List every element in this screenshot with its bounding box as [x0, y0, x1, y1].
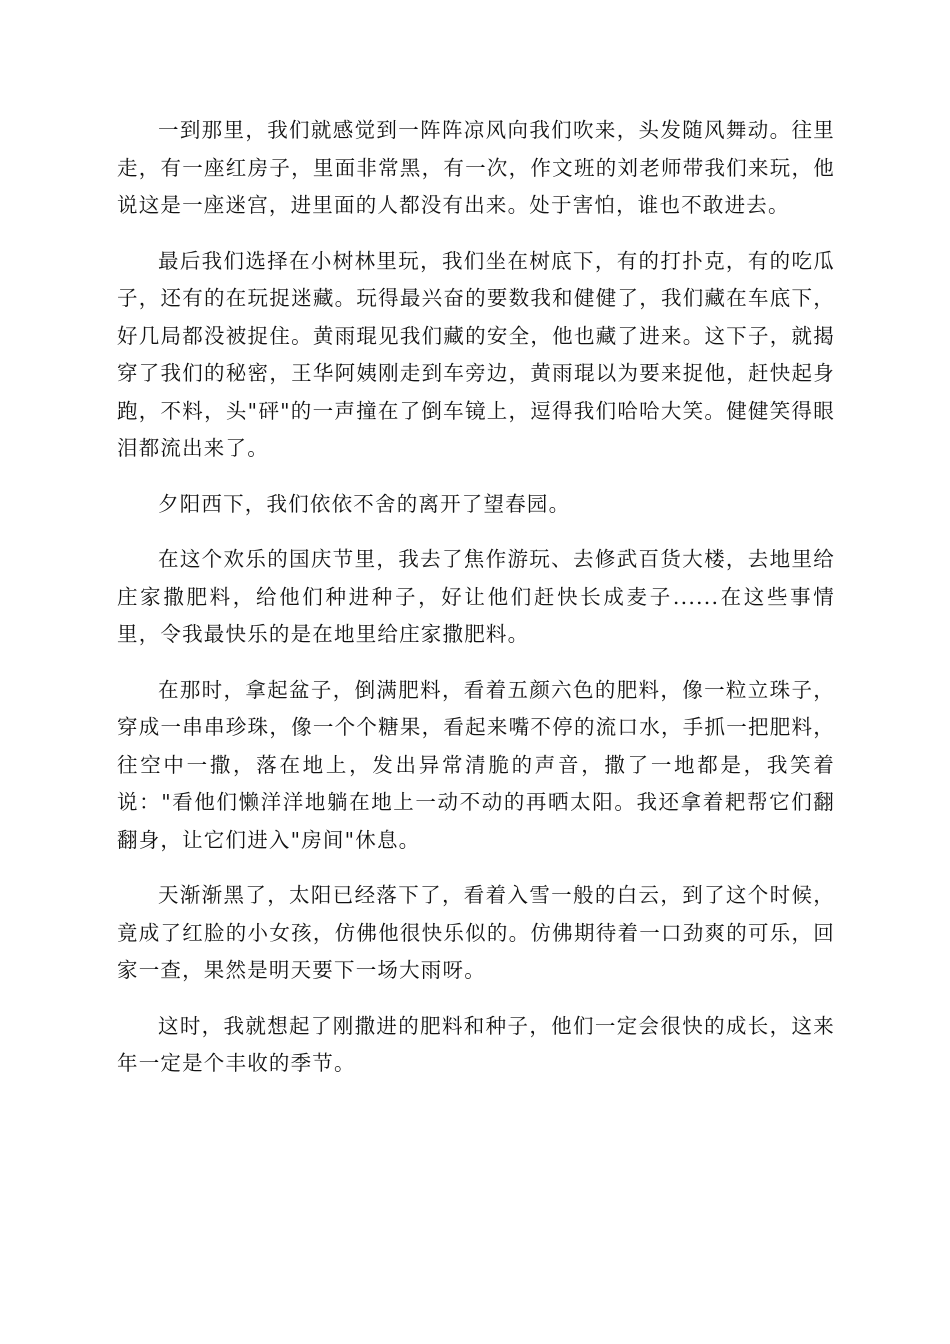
paragraph-3: 夕阳西下，我们依依不舍的离开了望春园。	[158, 491, 571, 516]
paragraph-6: 天渐渐黑了，太阳已经落下了，看着入雪一般的白云，到了这个时候，竟成了红脸的小女孩，仿佛他很快乐似的。仿佛期待着一口劲爽的可乐，回家一查，果然是明天要下一场大雨呀。	[117, 883, 835, 982]
paragraph-5: 在那时，拿起盆子，倒满肥料，看着五颜六色的肥料，像一粒立珠子，穿成一串串珍珠，像一个个糖果，看起来嘴不停的流口水，手抓一把肥料，往空中一撒，落在地上，发出异常清脆的声音，撒了一地都是，我笑着说："看他们懒洋洋地躺在地上一动不动的再晒太阳。我还拿着耙帮它们翻翻身，让它们进入"房间"休息。	[117, 677, 835, 852]
paragraph-4: 在这个欢乐的国庆节里，我去了焦作游玩、去修武百货大楼，去地里给庄家撒肥料，给他们种进种子，好让他们赶快长成麦子......在这些事情里，令我最快乐的是在地里给庄家撒肥料。	[117, 547, 835, 646]
document-page	[117, 112, 835, 1101]
paragraph-2: 最后我们选择在小树林里玩，我们坐在树底下，有的打扑克，有的吃瓜子，还有的在玩捉迷藏。玩得最兴奋的要数我和健健了，我们藏在车底下，好几局都没被捉住。黄雨琨见我们藏的安全，他也藏了进来。这下子，就揭穿了我们的秘密，王华阿姨刚走到车旁边，黄雨琨以为要来捉他，赶快起身跑，不料，头"砰"的一声撞在了倒车镜上，逗得我们哈哈大笑。健健笑得眼泪都流出来了。	[117, 248, 835, 460]
paragraph-7: 这时，我就想起了刚撒进的肥料和种子，他们一定会很快的成长，这来年一定是个丰收的季节。	[117, 1013, 835, 1075]
paragraph-1: 一到那里，我们就感觉到一阵阵凉风向我们吹来，头发随风舞动。往里走，有一座红房子，里面非常黑，有一次，作文班的刘老师带我们来玩，他说这是一座迷宫，进里面的人都没有出来。处于害怕，谁也不敢进去。	[117, 118, 835, 217]
